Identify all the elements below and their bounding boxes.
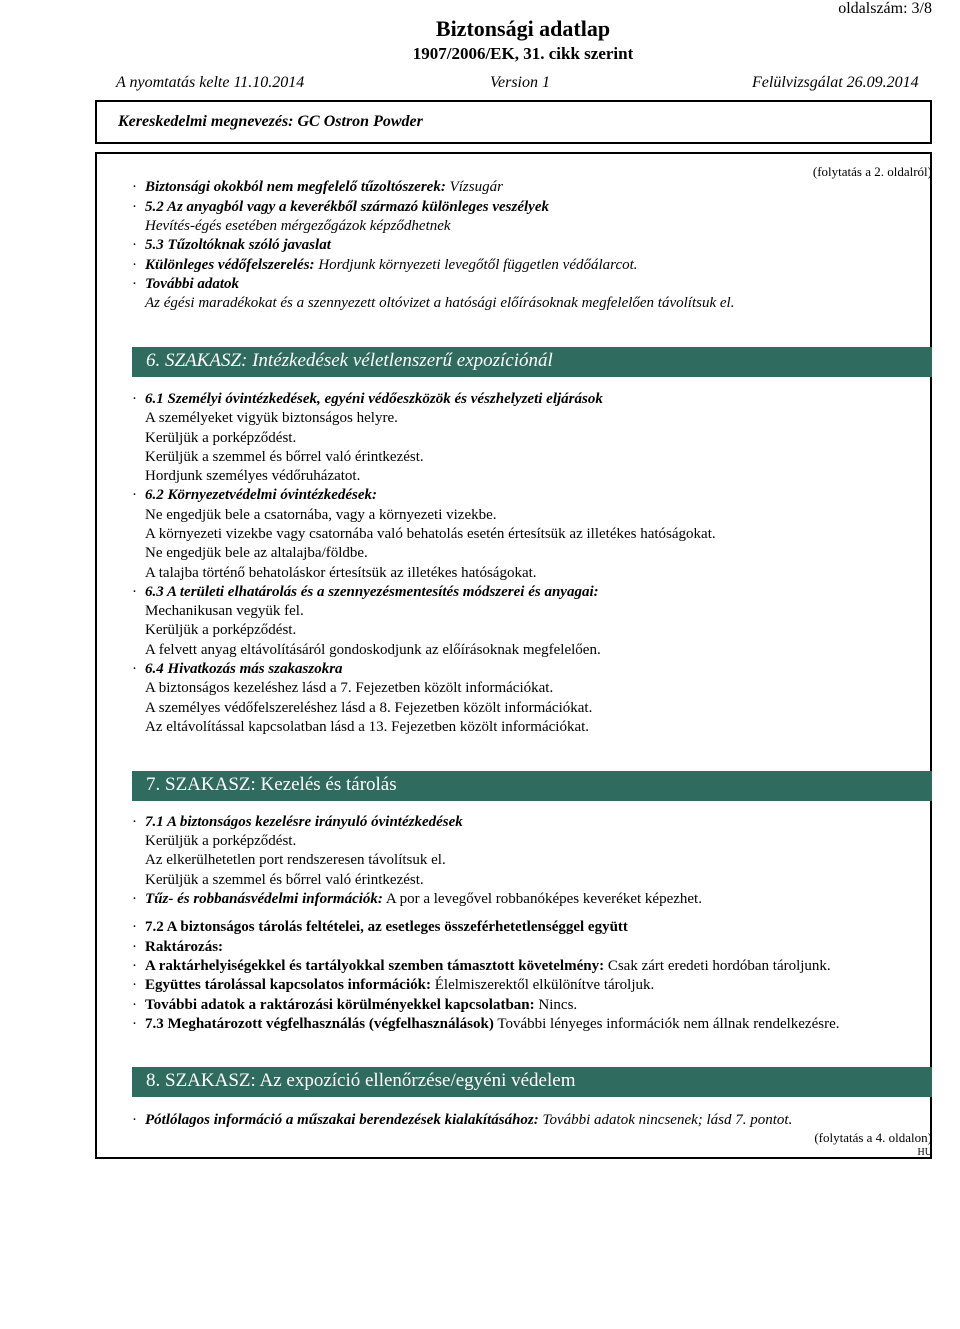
body-line — [132, 601, 304, 621]
field-value: Nincs. — [538, 997, 578, 1013]
field-value: Élelmiszerektől elkülönítve tároljuk. — [434, 977, 655, 993]
specific-end-use — [132, 1014, 840, 1034]
bullet: · — [132, 997, 137, 1013]
revision-date: Felülvizsgálat 26.09.2014 — [752, 74, 919, 91]
subsection-6-1-title — [132, 389, 603, 409]
body-text: Az elkerülhetetlen port rendszeresen távolítsuk el. — [145, 852, 446, 868]
bullet: · — [132, 257, 137, 273]
subsection-6-3-title — [132, 582, 599, 602]
bullet: · — [132, 391, 137, 407]
body-text: Az eltávolítással kapcsolatban lásd a 13. Fejezetben közölt információkat. — [145, 719, 590, 735]
field-label: Különleges védőfelszerelés: — [145, 257, 315, 273]
fire-explosion-info — [132, 889, 702, 909]
trade-name: Kereskedelmi megnevezés: GC Ostron Powder — [118, 113, 423, 130]
bullet: · — [132, 276, 137, 292]
bullet: · — [132, 977, 137, 993]
subsection-title: 6.4 Hivatkozás más szakaszokra — [145, 661, 343, 677]
body-line — [132, 447, 424, 467]
body-line — [132, 466, 360, 486]
bullet: · — [132, 237, 137, 253]
language-code: HU — [917, 1147, 932, 1158]
body-text: Kerüljük a porképződést. — [145, 622, 297, 638]
field-label: Pótlólagos információ a műszakai berendezések kialakításához: — [145, 1112, 539, 1128]
body-text: Ne engedjük bele a csatornába, vagy a környezeti vizekbe. — [145, 507, 497, 523]
engineering-controls-info — [132, 1110, 792, 1130]
body-line — [132, 870, 424, 890]
further-info-text — [132, 293, 734, 313]
print-date: A nyomtatás kelte 11.10.2014 — [116, 74, 305, 91]
body-text: A talajba történő behatoláskor értesítsük az illetékes hatóságokat. — [145, 565, 537, 581]
field-value: Vízsugár — [449, 179, 503, 195]
body-line — [132, 563, 537, 583]
field-label: A raktárhelyiségekkel és tartályokkal szemben támasztott követelmény: — [145, 958, 605, 974]
subsection-5-2-title — [132, 197, 549, 217]
body-line — [132, 543, 368, 563]
body-text: Hevítés-égés esetében mérgezőgázok képződhetnek — [145, 218, 451, 234]
subsection-title: 6.1 Személyi óvintézkedések, egyéni védőeszközök és vészhelyzeti eljárások — [145, 391, 603, 407]
section-8-heading: 8. SZAKASZ: Az expozíció ellenőrzése/egyéni védelem — [146, 1070, 576, 1091]
body-text: A személyes védőfelszereléshez lásd a 8. Fejezetben közölt információkat. — [145, 700, 593, 716]
body-text: Kerüljük a szemmel és bőrrel való érintkezést. — [145, 872, 424, 888]
bullet: · — [132, 487, 137, 503]
subsection-5-2-text — [132, 216, 451, 236]
body-line — [132, 717, 589, 737]
bullet: · — [132, 1016, 137, 1032]
version-label: Version 1 — [490, 74, 550, 91]
field-label: További adatok a raktározási körülményekkel kapcsolatban: — [145, 997, 535, 1013]
continuation-to: (folytatás a 4. oldalon) — [814, 1130, 932, 1145]
body-text: A felvett anyag eltávolításáról gondoskodjunk az előírásoknak megfelelően. — [145, 642, 601, 658]
body-text: A biztonságos kezeléshez lásd a 7. Fejezetben közölt információkat. — [145, 680, 554, 696]
section-7-heading-bar — [132, 771, 932, 801]
field-value: További lényeges információk nem állnak rendelkezésre. — [497, 1016, 840, 1032]
bullet: · — [132, 179, 137, 195]
bullet: · — [132, 958, 137, 974]
subsection-title: 5.3 Tűzoltóknak szóló javaslat — [145, 237, 331, 253]
body-line — [132, 850, 446, 870]
bullet: · — [132, 814, 137, 830]
further-info-title — [132, 274, 239, 294]
special-equipment — [132, 255, 638, 275]
subsection-7-1-title — [132, 812, 463, 832]
unsuitable-extinguishers — [132, 177, 503, 197]
subsection-title: 7.2 A biztonságos tárolás feltételei, az esetleges összeférhetetlenséggel együtt — [145, 919, 628, 935]
document-subtitle: 1907/2006/EK, 31. cikk szerint — [412, 44, 634, 63]
body-line — [132, 408, 398, 428]
body-line — [132, 505, 497, 525]
continuation-from: (folytatás a 2. oldalról) — [812, 164, 932, 179]
body-text: Kerüljük a szemmel és bőrrel való érintkezést. — [145, 449, 424, 465]
body-text: Kerüljük a porképződést. — [145, 430, 297, 446]
field-label: Tűz- és robbanásvédelmi információk: — [145, 891, 383, 907]
field-label: Biztonsági okokból nem megfelelő tűzoltószerek: — [145, 179, 446, 195]
bullet: · — [132, 891, 137, 907]
body-text: Mechanikusan vegyük fel. — [145, 603, 304, 619]
subsection-5-3-title — [132, 235, 331, 255]
storage-requirements — [132, 956, 831, 976]
page-number: oldalszám: 3/8 — [838, 0, 932, 17]
body-line — [132, 678, 553, 698]
bullet: · — [132, 584, 137, 600]
body-text: Ne engedjük bele az altalajba/földbe. — [145, 545, 368, 561]
body-line — [132, 620, 296, 640]
body-text: Az égési maradékokat és a szennyezett oltóvizet a hatósági előírásoknak megfelelően távolítsuk el. — [145, 295, 735, 311]
body-line — [132, 524, 716, 544]
field-label: További adatok — [145, 276, 240, 292]
subsection-title: 5.2 Az anyagból vagy a keverékből származó különleges veszélyek — [145, 199, 549, 215]
body-line — [132, 698, 592, 718]
section-6-heading-bar — [132, 347, 932, 377]
subsection-title: 6.2 Környezetvédelmi óvintézkedések: — [145, 487, 378, 503]
section-6-heading: 6. SZAKASZ: Intézkedések véletlenszerű expozíciónál — [146, 350, 553, 371]
body-line — [132, 831, 296, 851]
field-value: A por a levegővel robbanóképes keveréket képezhet. — [385, 891, 702, 907]
field-label: Raktározás: — [145, 939, 224, 955]
bullet: · — [132, 1112, 137, 1128]
bullet: · — [132, 199, 137, 215]
body-text: Kerüljük a porképződést. — [145, 833, 297, 849]
section-7-heading: 7. SZAKASZ: Kezelés és tárolás — [146, 774, 397, 795]
field-value: Csak zárt eredeti hordóban tároljunk. — [607, 958, 831, 974]
document-title: Biztonsági adatlap — [435, 16, 611, 41]
subsection-6-2-title — [132, 485, 377, 505]
subsection-7-2-title — [132, 917, 628, 937]
field-label: Együttes tárolással kapcsolatos információk: — [145, 977, 431, 993]
bullet: · — [132, 919, 137, 935]
bullet: · — [132, 939, 137, 955]
field-label: 7.3 Meghatározott végfelhasználás (végfelhasználások) — [145, 1016, 494, 1032]
body-line — [132, 428, 296, 448]
subsection-title: 7.1 A biztonságos kezelésre irányuló óvintézkedések — [145, 814, 463, 830]
field-value: További adatok nincsenek; lásd 7. pontot. — [542, 1112, 793, 1128]
body-text: A személyeket vigyük biztonságos helyre. — [145, 410, 398, 426]
body-text: Hordjunk személyes védőruházatot. — [145, 468, 361, 484]
storage-title — [132, 937, 223, 957]
body-text: A környezeti vizekbe vagy csatornába való behatolás esetén értesítsük az illetékes hatóságokat. — [145, 526, 716, 542]
subsection-6-4-title — [132, 659, 343, 679]
field-value: Hordjunk környezeti levegőtől független védőálarcot. — [318, 257, 638, 273]
body-line — [132, 640, 601, 660]
section-8-heading-bar — [132, 1067, 932, 1097]
subsection-title: 6.3 A területi elhatárolás és a szennyezésmentesítés módszerei és anyagai: — [145, 584, 599, 600]
bullet: · — [132, 661, 137, 677]
joint-storage-info — [132, 975, 654, 995]
storage-conditions — [132, 995, 577, 1015]
